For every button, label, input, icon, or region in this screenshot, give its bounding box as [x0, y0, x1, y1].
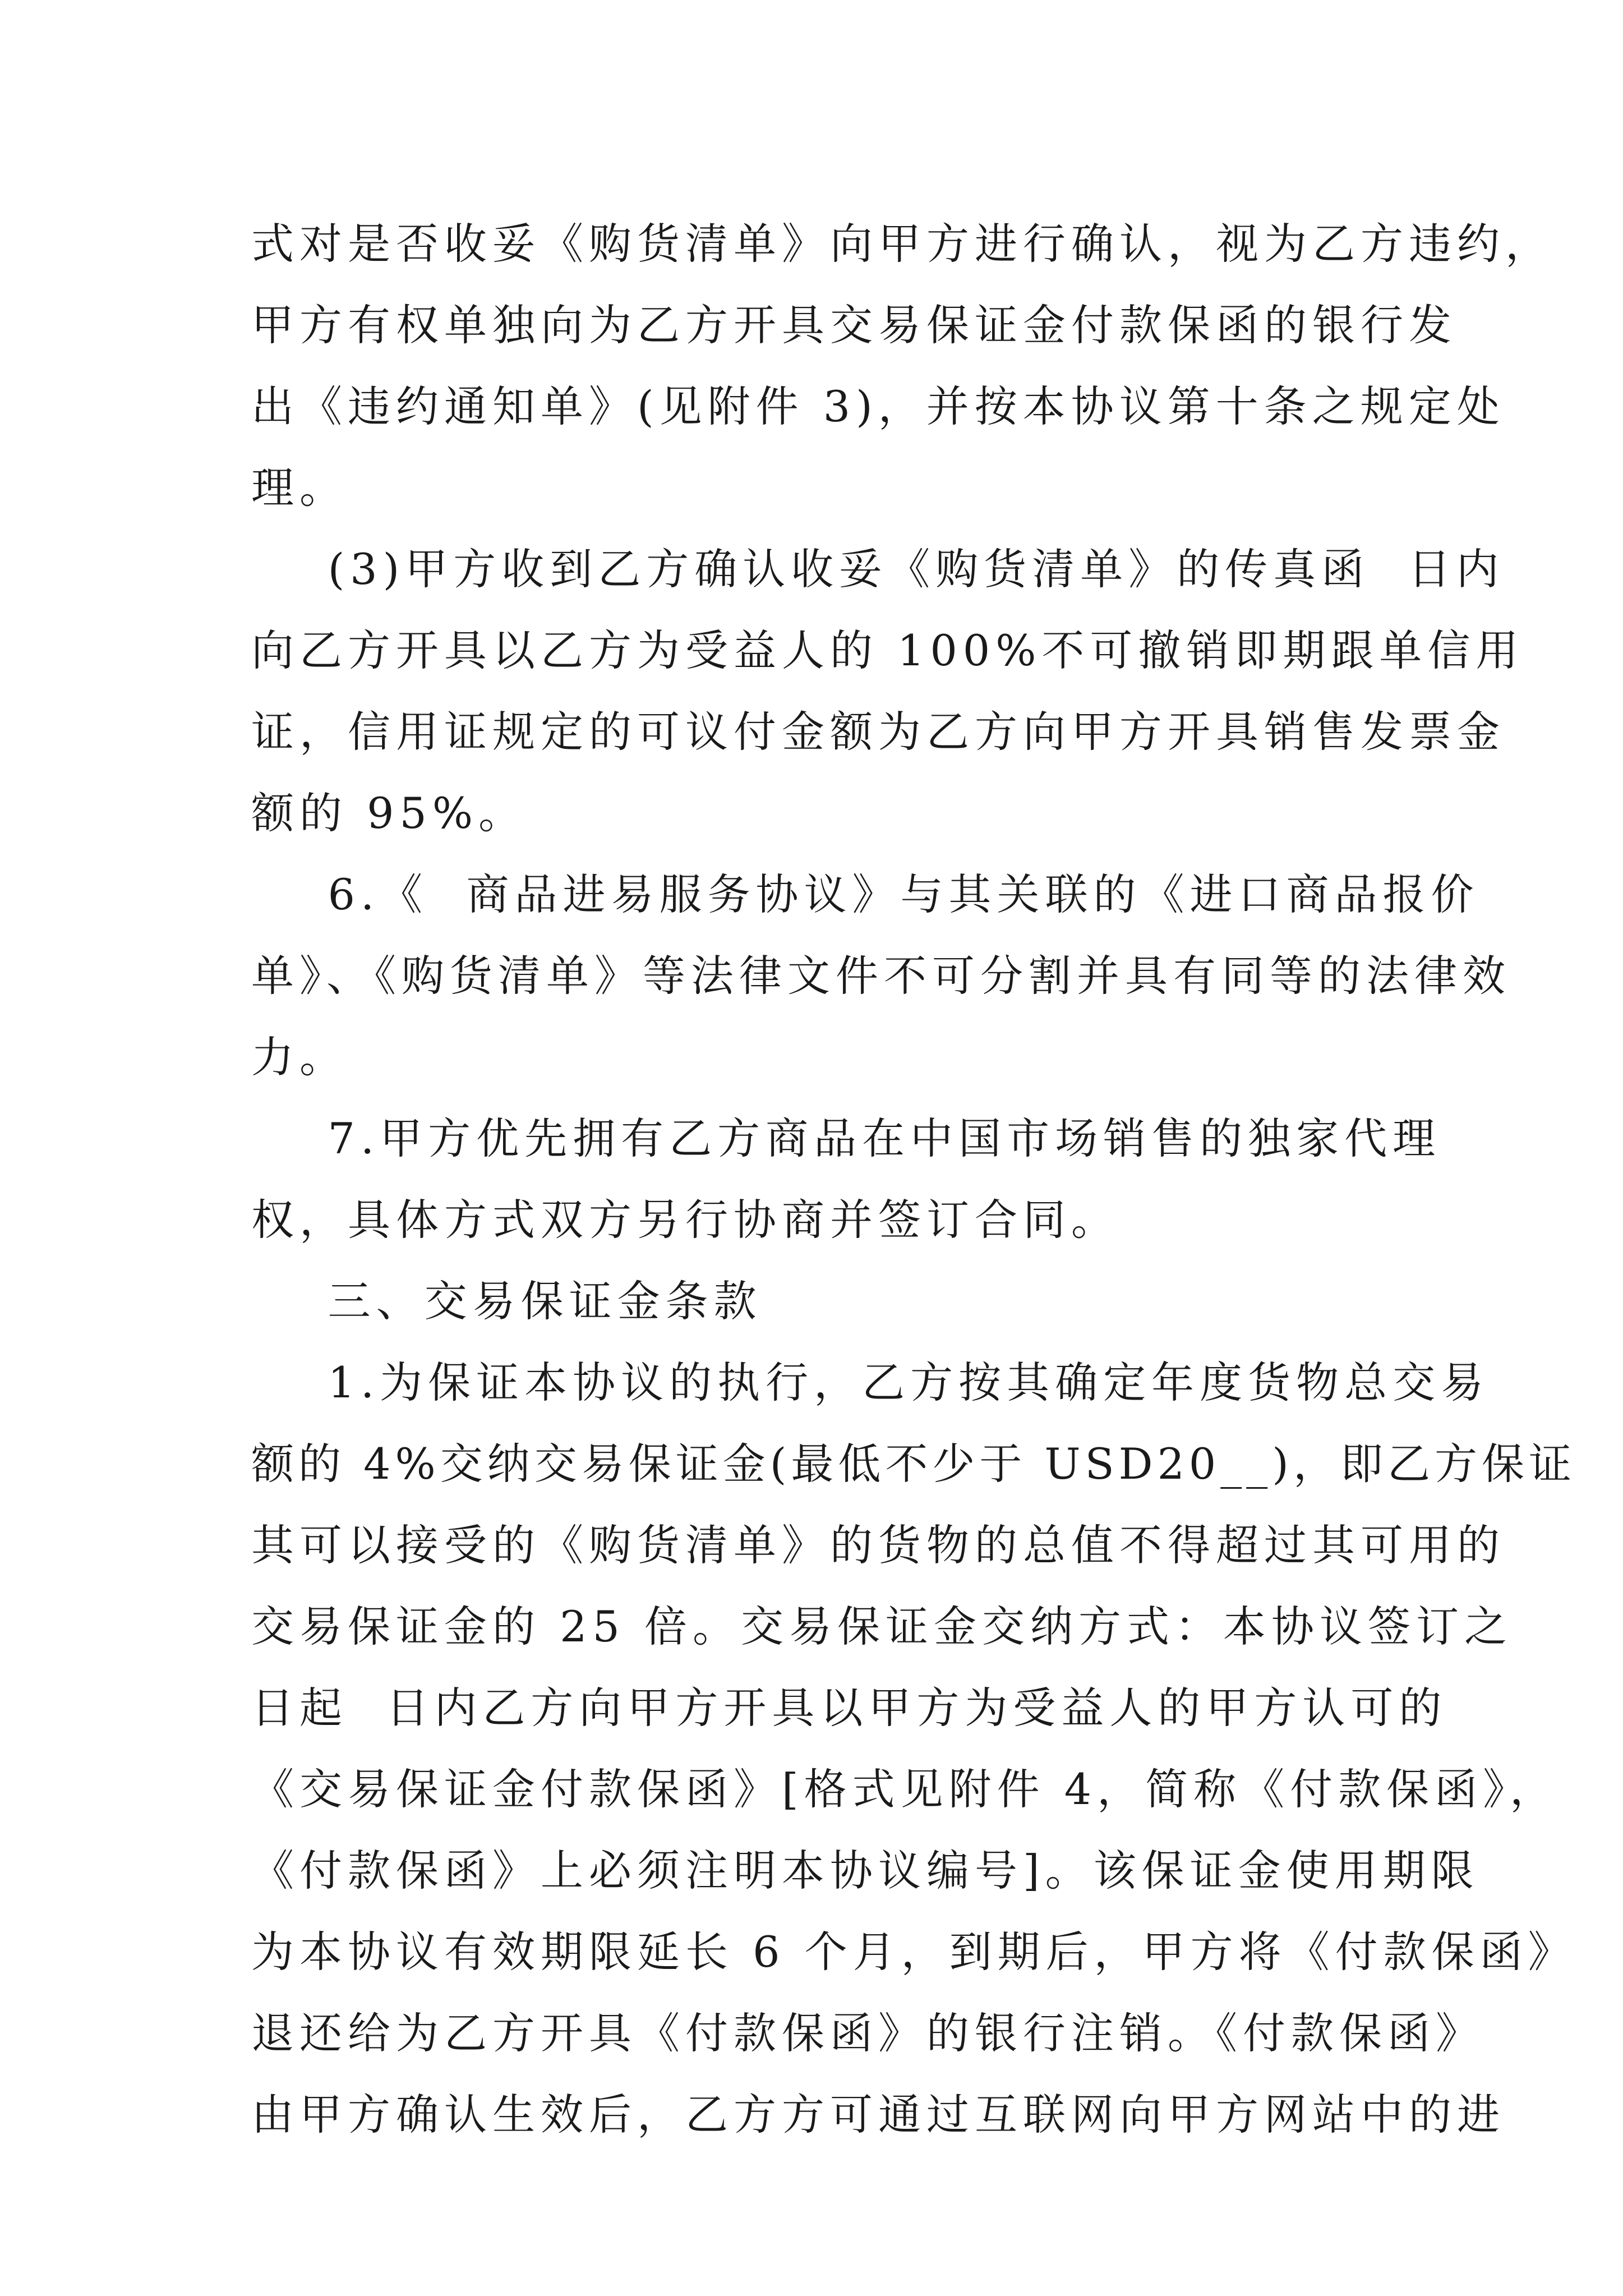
text-line: 其可以接受的《购货清单》的货物的总值不得超过其可用的 [251, 1520, 1505, 1570]
text-line: 甲方有权单独向为乙方开具交易保证金付款保函的银行发 [251, 300, 1457, 350]
text-line: 力。 [251, 1032, 348, 1082]
text-line: 6.《 商品进易服务协议》与其关联的《进口商品报价 [251, 869, 1479, 919]
text-line: 交易保证金的 25 倍。交易保证金交纳方式：本协议签订之 [251, 1602, 1513, 1651]
text-line: 日起 日内乙方向甲方开具以甲方为受益人的甲方认可的 [251, 1683, 1447, 1733]
text-line: 向乙方开具以乙方为受益人的 100%不可撤销即期跟单信用 [251, 625, 1524, 675]
text-line: 理。 [251, 463, 348, 513]
text-line: 权，具体方式双方另行协商并签订合同。 [251, 1195, 1119, 1245]
text-line: 《付款保函》上必须注明本协议编号]。该保证金使用期限 [251, 1846, 1479, 1895]
text-line: 退还给为乙方开具《付款保函》的银行注销。《付款保函》 [251, 2008, 1484, 2058]
text-line: 额的 4%交纳交易保证金(最低不少于 USD20__)，即乙方保证 [251, 1439, 1576, 1489]
text-line: 额的 95%。 [251, 788, 527, 838]
text-line: 三、交易保证金条款 [251, 1276, 762, 1326]
text-line: 证，信用证规定的可议付金额为乙方向甲方开具销售发票金 [251, 707, 1505, 757]
text-line: (3)甲方收到乙方确认收妥《购货清单》的传真函 日内 [251, 544, 1505, 594]
text-line: 出《违约通知单》(见附件 3)，并按本协议第十条之规定处 [251, 381, 1505, 431]
text-line: 为本协议有效期限延长 6 个月，到期后，甲方将《付款保函》 [251, 1927, 1576, 1977]
text-line: 由甲方确认生效后，乙方方可通过互联网向甲方网站中的进 [251, 2090, 1505, 2139]
text-line: 7.甲方优先拥有乙方商品在中国市场销售的独家代理 [251, 1114, 1441, 1163]
text-line: 1.为保证本协议的执行，乙方按其确定年度货物总交易 [251, 1358, 1490, 1407]
text-line: 式对是否收妥《购货清单》向甲方进行确认，视为乙方违约， [251, 219, 1553, 269]
text-line: 《交易保证金付款保函》[格式见附件 4，简称《付款保函》， [251, 1764, 1559, 1814]
text-line: 单》、《购货清单》等法律文件不可分割并具有同等的法律效 [251, 951, 1511, 1001]
